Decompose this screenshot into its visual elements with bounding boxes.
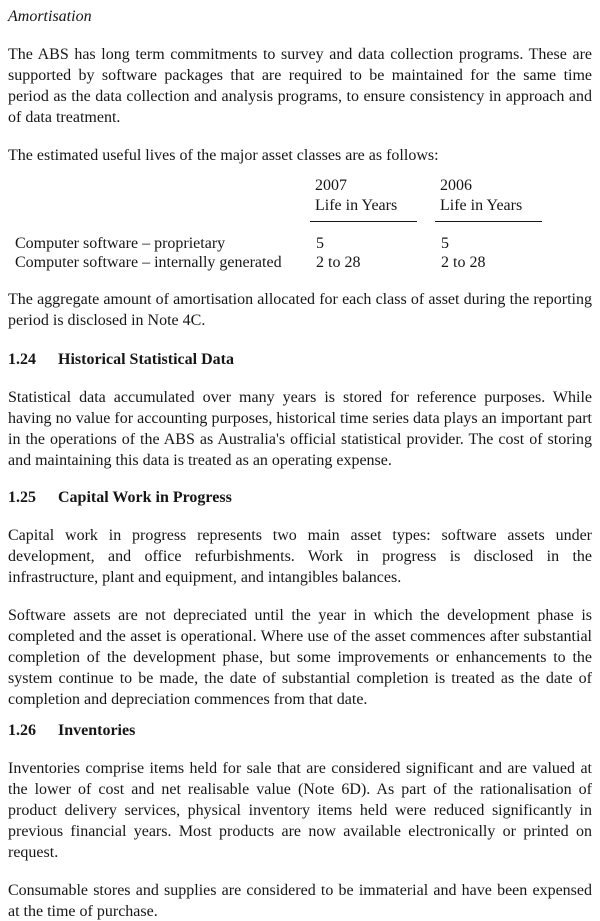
section-number: 1.24 [8,351,36,368]
table-header-spacer [15,176,310,222]
row-value-2007: 5 [316,235,324,252]
useful-lives-table [15,176,592,272]
section-heading-1-26 [8,720,592,741]
paragraph-software-depreciation: Software assets are not depreciated until the year in which the development phase is completed and the asset is operational. Where use of the asset commences after substantial completion of the development phase, but some improvements or enhancements to the system continue to be made, the date of substantial completion is treated as the date of completion and depreciation commences from that date. [8,607,592,708]
table-row [15,234,592,253]
amortisation-heading: Amortisation [8,8,92,25]
paragraph-consumable-stores: Consumable stores and supplies are considered to be immaterial and have been expensed at the time of purchase. [8,882,592,920]
table-column-2006 [435,176,592,222]
row-value-2006: 2 to 28 [441,254,486,271]
column-2007-year: 2007 [315,177,347,194]
paragraph-abs-commitments: The ABS has long term commitments to survey and data collection programs. These are supported by software packages that are required to be maintained for the same time period as the data collection and analysis programs, to ensure consistency in approach and of data treatment. [8,46,592,126]
table-column-2007 [310,176,435,222]
row-value-2006: 5 [441,235,449,252]
section-title: Capital Work in Progress [58,489,232,506]
section-title: Inventories [58,722,136,739]
column-2006-header [435,176,542,222]
paragraph-historical-statistical-data: Statistical data accumulated over many years is stored for reference purposes. While having no value for accounting purposes, historical time series data plays an important part in the operations of the ABS as Australia's official statistical provider. The cost of storing and maintaining this data is treated as an operating expense. [8,389,592,469]
row-label-software-internally-generated: Computer software – internally generated [15,254,282,271]
table-body [15,234,592,272]
paragraph-useful-lives-intro: The estimated useful lives of the major asset classes are as follows: [8,147,439,164]
section-number: 1.25 [8,489,36,506]
paragraph-inventories: Inventories comprise items held for sale that are considered significant and are valued at the lower of cost and net realisable value (Note 6D). As part of the rationalisation of product delivery services, physical inventory items held were reduced significantly in previous financial years. Most products are now available electronically or printed on request. [8,760,592,861]
section-heading-1-25 [8,487,592,508]
column-2006-year: 2006 [440,177,472,194]
column-2006-subheading: Life in Years [440,197,523,214]
paragraph-capital-work-in-progress: Capital work in progress represents two main asset types: software assets under development, and office refurbishments. Work in progress is disclosed in the infrastructure, plant and equipment, and intangibles balances. [8,527,592,586]
section-number: 1.26 [8,722,36,739]
paragraph-aggregate-amortisation: The aggregate amount of amortisation allocated for each class of asset during the reporting period is disclosed in Note 4C. [8,291,592,329]
row-value-2007: 2 to 28 [316,254,361,271]
table-row [15,253,592,272]
section-heading-1-24 [8,349,592,370]
section-title: Historical Statistical Data [58,351,234,368]
row-label-software-proprietary: Computer software – proprietary [15,235,226,252]
table-header-row [15,176,592,222]
column-2007-subheading: Life in Years [315,197,398,214]
column-2007-header [310,176,417,222]
